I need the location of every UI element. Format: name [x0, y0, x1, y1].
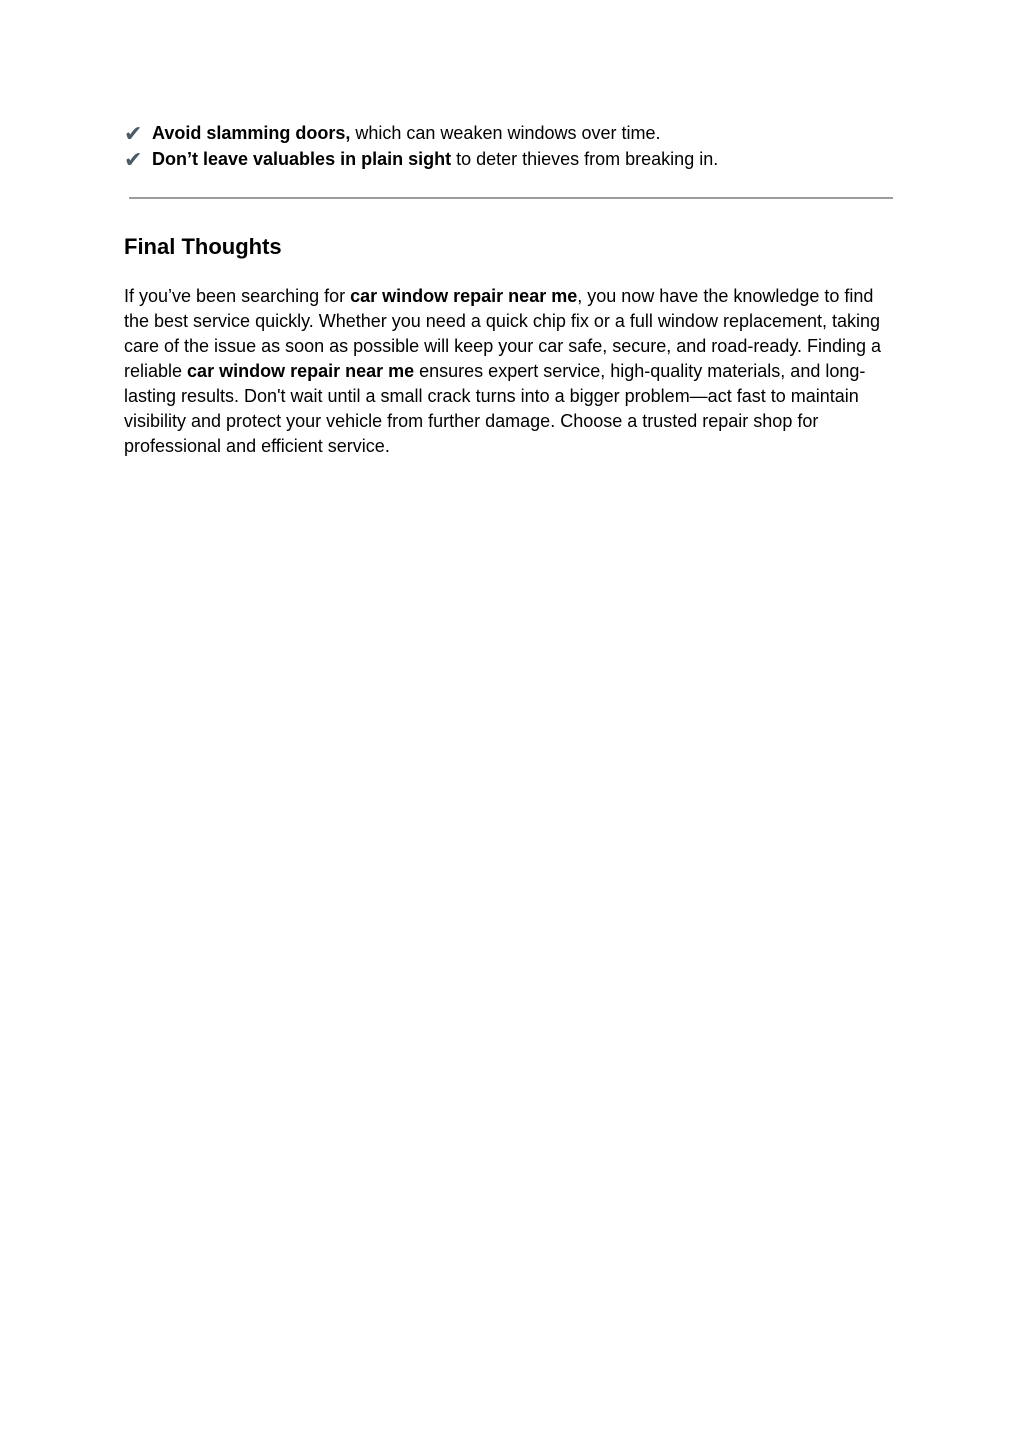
tip-bold-text: Avoid slamming doors, [152, 123, 351, 143]
paragraph-text: , you now have the knowledge to find the best service quickly. Whether you need a quick chip fix or a full window replacement, taking care of the issue as soon as possible will keep your car safe, secure, and road-ready. Finding a reliable [124, 286, 882, 381]
tip-text: which can weaken windows over time. [350, 123, 661, 143]
tip-item [124, 147, 900, 173]
paragraph-text: ensures expert service, high-quality materials, and long-lasting results. Don't wait until a small crack turns into a bigger problem—act fast to maintain visibility and protect your vehicle from further damage. Choose a trusted repair shop for professional and efficient service. [124, 361, 866, 456]
section-title: Final Thoughts [124, 234, 282, 259]
final-thoughts-paragraph [124, 284, 900, 459]
tips-list [124, 121, 900, 173]
check-mark-icon: ✔ [124, 122, 143, 147]
keyword-bold: car window repair near me [187, 361, 415, 381]
document-page [124, 121, 900, 459]
paragraph-text: If you’ve been searching for [124, 286, 351, 306]
tip-bold-text: Don’t leave valuables in plain sight [152, 149, 452, 169]
check-mark-icon: ✔ [124, 148, 143, 173]
keyword-bold: car window repair near me [350, 286, 578, 306]
tip-item [124, 121, 900, 147]
section-divider [129, 197, 893, 199]
tip-text: to deter thieves from breaking in. [451, 149, 719, 169]
